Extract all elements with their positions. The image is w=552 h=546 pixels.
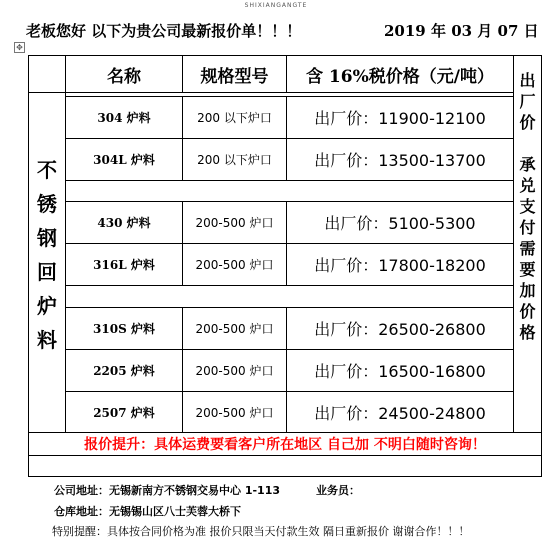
material-name: 310S 炉料 [93,322,155,336]
category-label: 不 锈 钢 回 炉 料 [37,158,57,352]
spec-value: 200-500 炉口 [195,216,274,230]
material-name: 304 炉料 [97,111,151,125]
spec-value: 200 以下炉口 [197,111,272,125]
salesperson-label: 业务员： [316,484,360,497]
shipping-notice: 报价提升：具体运费要看客户所在地区 自己加 不明白随时咨询！ [84,437,486,453]
column-header-price: 含 16%税价格（元/吨） [306,66,494,87]
page-title: 老板您好 以下为贵公司最新报价单！！！ [26,22,302,40]
logo-text: SHIXIANGANGTE [244,2,308,9]
price-value: 出厂价：5100-5300 [324,214,476,233]
move-anchor-icon[interactable]: ✥ [14,42,25,53]
material-name: 2205 炉料 [93,364,155,378]
price-value: 出厂价：24500-24800 [314,403,486,423]
price-value: 出厂价：11900-12100 [314,109,486,128]
payment-note-label: 出 厂 价 承 兑 支 付 需 要 加 价 格 [519,71,536,342]
material-name: 2507 炉料 [93,405,155,420]
company-address: 公司地址：无锡新南方不锈钢交易中心 1-113 [54,484,281,497]
quote-date: 2019 年 03 月 07 日 [384,22,539,40]
material-name: 316L 炉料 [93,258,155,272]
spec-value: 200-500 炉口 [195,364,274,378]
warehouse-address: 仓库地址：无锡锡山区八士芙蓉大桥下 [54,505,241,518]
price-value: 出厂价：16500-16800 [314,362,486,381]
special-note: 特别提醒：具体按合同价格为准 报价只限当天付款生效 隔日重新报价 谢谢合作！！！ [52,525,470,538]
material-name: 304L 炉料 [93,153,155,167]
column-header-spec: 规格型号 [200,66,269,87]
price-value: 出厂价：26500-26800 [314,320,486,339]
spec-value: 200 以下炉口 [197,153,272,167]
material-name: 430 炉料 [97,216,151,230]
spec-value: 200-500 炉口 [195,258,274,272]
column-header-name: 名称 [107,66,141,87]
price-value: 出厂价：17800-18200 [314,256,486,275]
spec-value: 200-500 炉口 [195,405,274,420]
price-value: 出厂价：13500-13700 [314,151,486,170]
spec-value: 200-500 炉口 [195,322,274,336]
